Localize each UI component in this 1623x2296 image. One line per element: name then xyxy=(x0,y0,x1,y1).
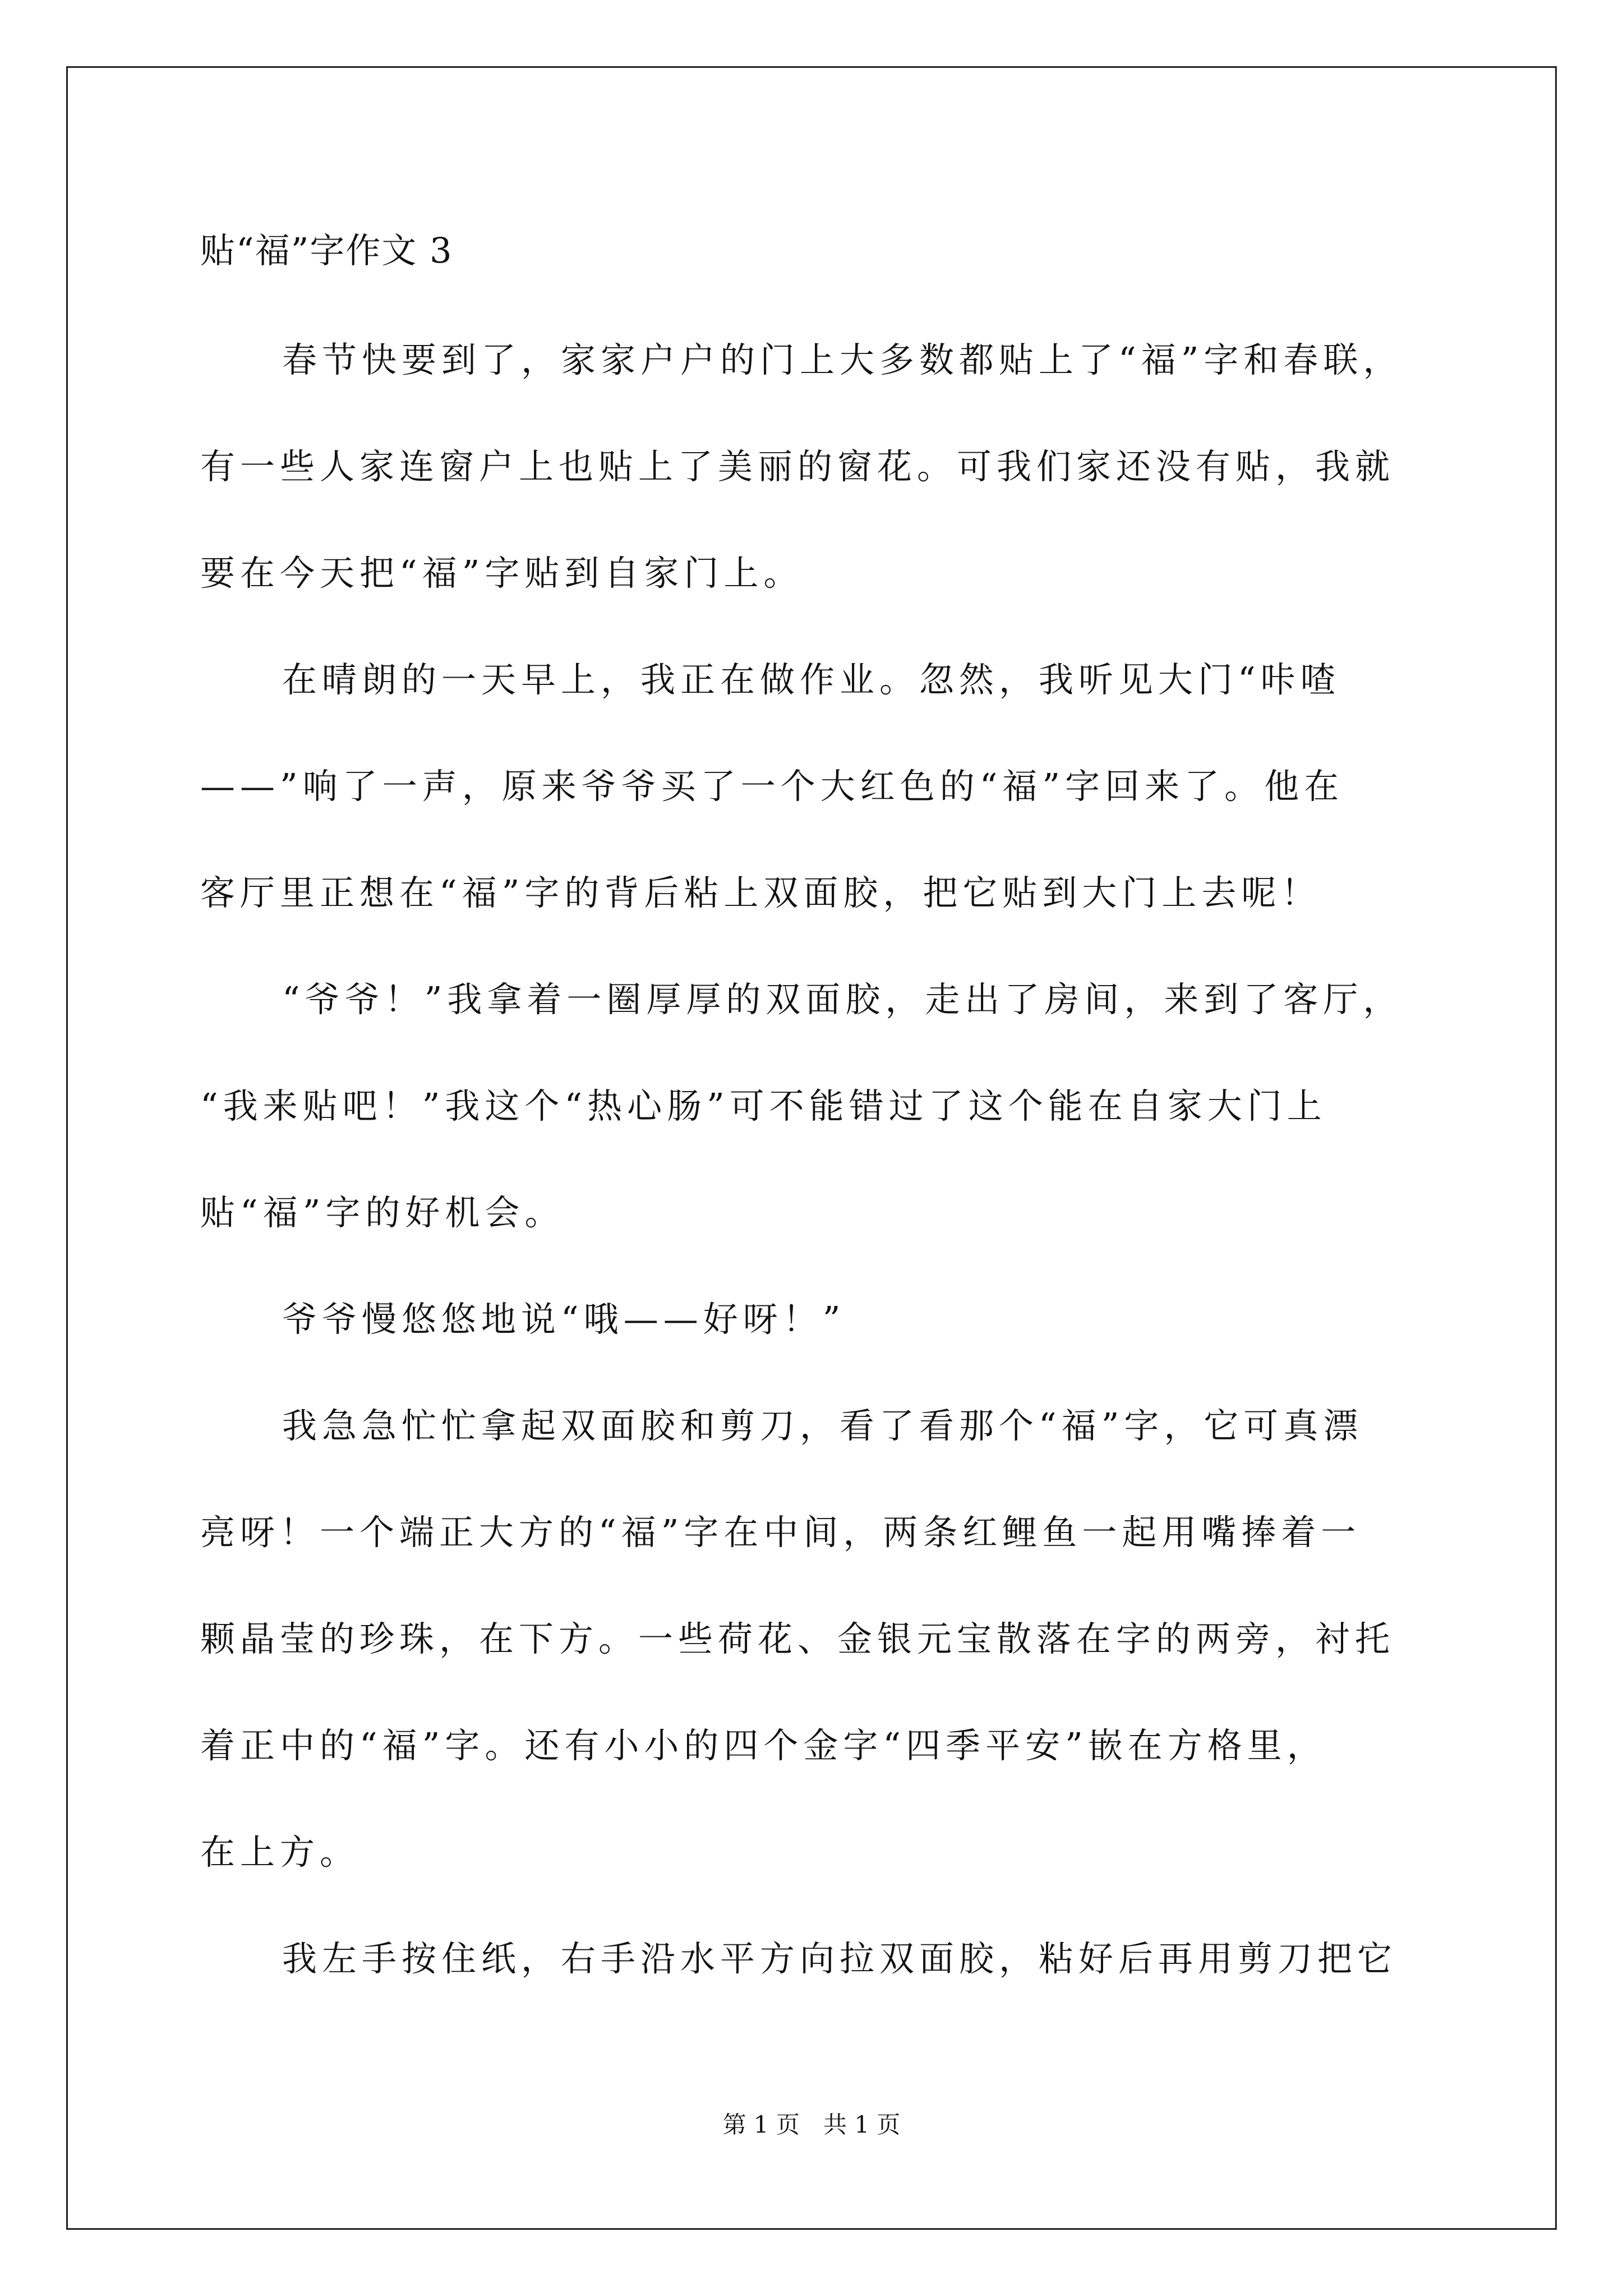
page-border xyxy=(66,66,1557,2230)
paragraph-line: “我来贴吧！”我这个“热心肠”可不能错过了这个能在自家大门上 xyxy=(200,1085,1327,1126)
paragraph-line: 亮呀！一个端正大方的“福”字在中间，两条红鲤鱼一起用嘴捧着一 xyxy=(200,1512,1361,1553)
paragraph-line: 颗晶莹的珍珠，在下方。一些荷花、金银元宝散落在字的两旁，衬托 xyxy=(200,1618,1395,1659)
document-title: 贴“福”字作文 3 xyxy=(200,230,453,271)
paragraph-line: 有一些人家连窗户上也贴上了美丽的窗花。可我们家还没有贴，我就 xyxy=(200,446,1395,487)
paragraph-line: “爷爷！”我拿着一圈厚厚的双面胶，走出了房间，来到了客厅， xyxy=(282,979,1403,1020)
paragraph-line: 我急急忙忙拿起双面胶和剪刀，看了看那个“福”字，它可真漂 xyxy=(282,1405,1363,1446)
paragraph-line: 要在今天把“福”字贴到自家门上。 xyxy=(200,553,804,593)
paragraph-line: 我左手按住纸，右手沿水平方向拉双面胶，粘好后再用剪刀把它 xyxy=(282,1938,1398,1979)
paragraph-line: 着正中的“福”字。还有小小的四个金字“四季平安”嵌在方格里， xyxy=(200,1725,1327,1766)
paragraph-line: 客厅里正想在“福”字的背后粘上双面胶，把它贴到大门上去呢！ xyxy=(200,872,1321,913)
paragraph-line: 在晴朗的一天早上，我正在做作业。忽然，我听见大门“咔喳 xyxy=(282,659,1340,700)
paragraph-line: 爷爷慢悠悠地说“哦——好呀！” xyxy=(282,1299,846,1340)
page-footer: 第 1 页 共 1 页 xyxy=(722,2111,901,2138)
paragraph-line: 在上方。 xyxy=(200,1832,360,1872)
paragraph-line: 贴“福”字的好机会。 xyxy=(200,1192,565,1233)
paragraph-line: ——”响了一声，原来爷爷买了一个大红色的“福”字回来了。他在 xyxy=(200,766,1344,807)
paragraph-line: 春节快要到了，家家户户的门上大多数都贴上了“福”字和春联， xyxy=(282,339,1403,380)
